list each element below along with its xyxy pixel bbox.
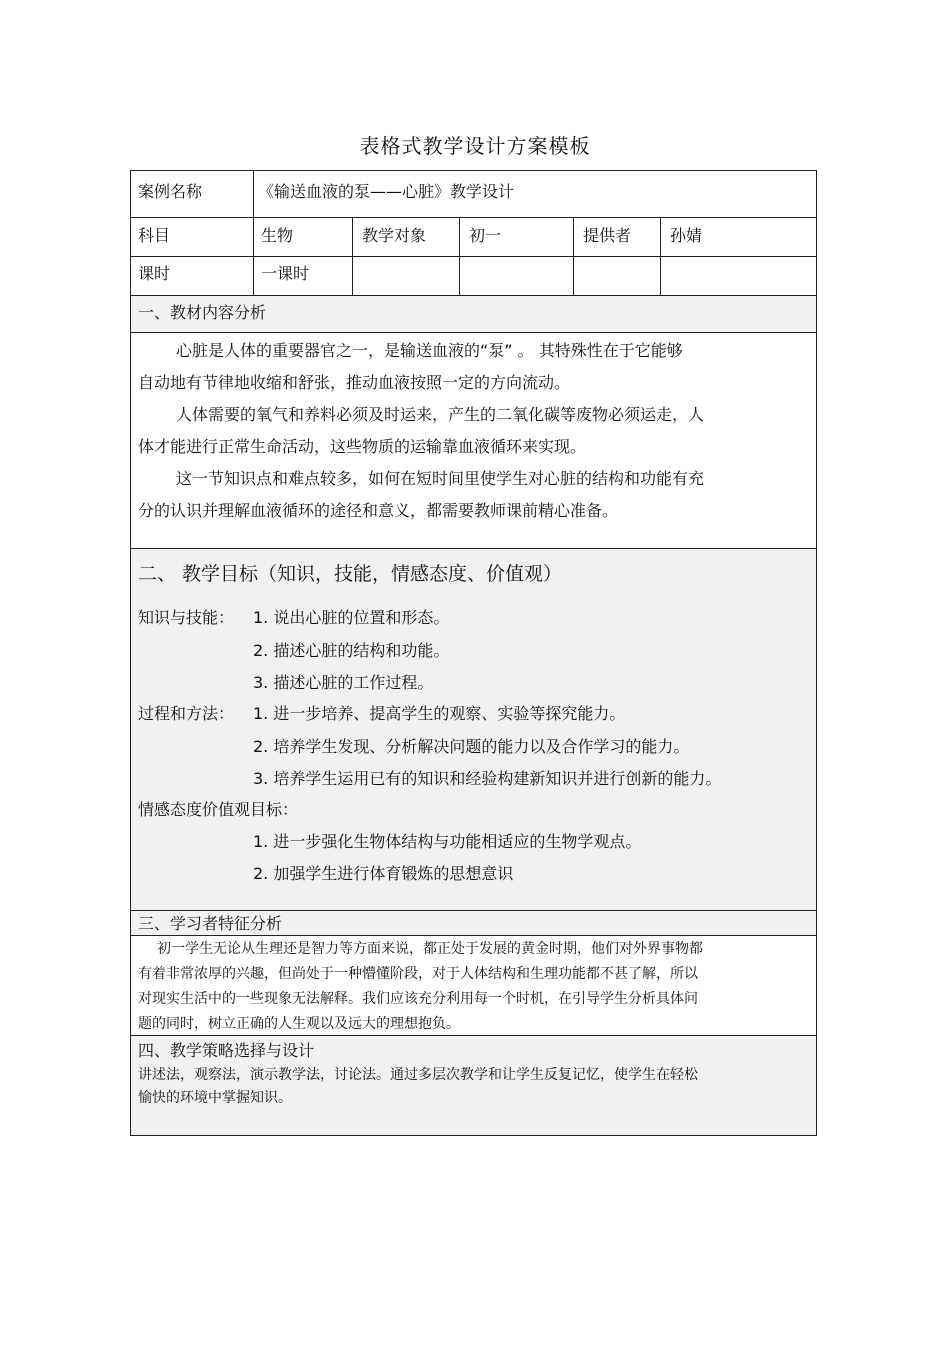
col-line-4 (573, 217, 574, 296)
section4-heading: 四、教学策略选择与设计 (138, 1041, 315, 1060)
case-name-value: 《输送血液的泵——心脏》教学设计 (258, 182, 515, 201)
knowledge-item: 1. 说出心脏的位置和形态。 (253, 608, 450, 627)
row-line-2 (130, 256, 817, 257)
hours-value: 一课时 (261, 264, 310, 283)
col-line-1 (253, 170, 254, 296)
subject-value: 生物 (261, 226, 294, 245)
section1-line: 心脏是人体的重要器官之一，是输送血液的“泵” 。 其特殊性在于它能够 (176, 341, 683, 360)
table-border-top (130, 170, 817, 171)
row-line-8 (130, 1035, 817, 1036)
section4-line: 讲述法，观察法，演示教学法，讨论法。通过多层次教学和让学生反复记忆，使学生在轻松 (138, 1067, 698, 1083)
process-label: 过程和方法： (138, 704, 235, 723)
section1-line: 这一节知识点和难点较多，如何在短时间里使学生对心脏的结构和功能有充 (176, 469, 705, 488)
section1-line: 体才能进行正常生命活动，这些物质的运输靠血液循环来实现。 (138, 437, 587, 456)
subject-label: 科目 (138, 226, 171, 245)
col-line-3 (459, 217, 460, 296)
emotion-item: 1. 进一步强化生物体结构与功能相适应的生物学观点。 (253, 832, 642, 851)
section3-line: 对现实生活中的一些现象无法解释。我们应该充分利用每一个时机，在引导学生分析具体问 (138, 991, 698, 1007)
row-line-7 (130, 935, 817, 936)
row-line-6 (130, 910, 817, 911)
row-line-3 (130, 295, 817, 296)
hours-label: 课时 (138, 264, 171, 283)
section3-line: 初一学生无论从生理还是智力等方面来说，都正处于发展的黄金时期，他们对外界事物都 (157, 941, 703, 957)
knowledge-item: 2. 描述心脏的结构和功能。 (253, 641, 450, 660)
section1-line: 分的认识并理解血液循环的途径和意义，都需要教师课前精心准备。 (138, 501, 619, 520)
knowledge-item: 3. 描述心脏的工作过程。 (253, 673, 434, 692)
audience-label: 教学对象 (362, 226, 427, 245)
row-line-5 (130, 548, 817, 549)
table-border-left (130, 170, 131, 1136)
provider-label: 提供者 (583, 226, 632, 245)
section2-bg (131, 549, 816, 910)
audience-value: 初一 (469, 226, 502, 245)
col-line-5 (660, 217, 661, 296)
case-name-label: 案例名称 (138, 182, 203, 201)
table-border-right (816, 170, 817, 1136)
row-line-4 (130, 332, 817, 333)
provider-value: 孙婧 (670, 226, 703, 245)
lesson-plan-table (130, 170, 817, 1136)
knowledge-label: 知识与技能： (138, 608, 235, 627)
section3-line: 有着非常浓厚的兴趣，但尚处于一种懵懂阶段，对于人体结构和生理功能都不甚了解，所以 (138, 966, 698, 982)
process-item: 1. 进一步培养、提高学生的观察、实验等探究能力。 (253, 704, 626, 723)
section1-line: 人体需要的氧气和养料必须及时运来，产生的二氧化碳等废物必须运走，人 (176, 405, 705, 424)
process-item: 2. 培养学生发现、分析解决问题的能力以及合作学习的能力。 (253, 737, 690, 756)
section1-line: 自动地有节律地收缩和舒张，推动血液按照一定的方向流动。 (138, 373, 571, 392)
table-border-bottom (130, 1135, 817, 1136)
col-line-2 (352, 217, 353, 296)
section3-line: 题的同时，树立正确的人生观以及远大的理想抱负。 (138, 1016, 460, 1032)
section2-heading: 二、 教学目标（知识，技能，情感态度、价值观） (138, 563, 563, 585)
process-item: 3. 培养学生运用已有的知识和经验构建新知识并进行创新的能力。 (253, 769, 722, 788)
document-title: 表格式教学设计方案模板 (359, 134, 591, 158)
emotion-label: 情感态度价值观目标： (138, 800, 299, 819)
section1-heading: 一、教材内容分析 (138, 303, 267, 322)
section4-line: 愉快的环境中掌握知识。 (138, 1090, 292, 1106)
row-line-1 (130, 217, 817, 218)
emotion-item: 2. 加强学生进行体育锻炼的思想意识 (253, 864, 514, 883)
section3-heading: 三、学习者特征分析 (138, 914, 283, 933)
